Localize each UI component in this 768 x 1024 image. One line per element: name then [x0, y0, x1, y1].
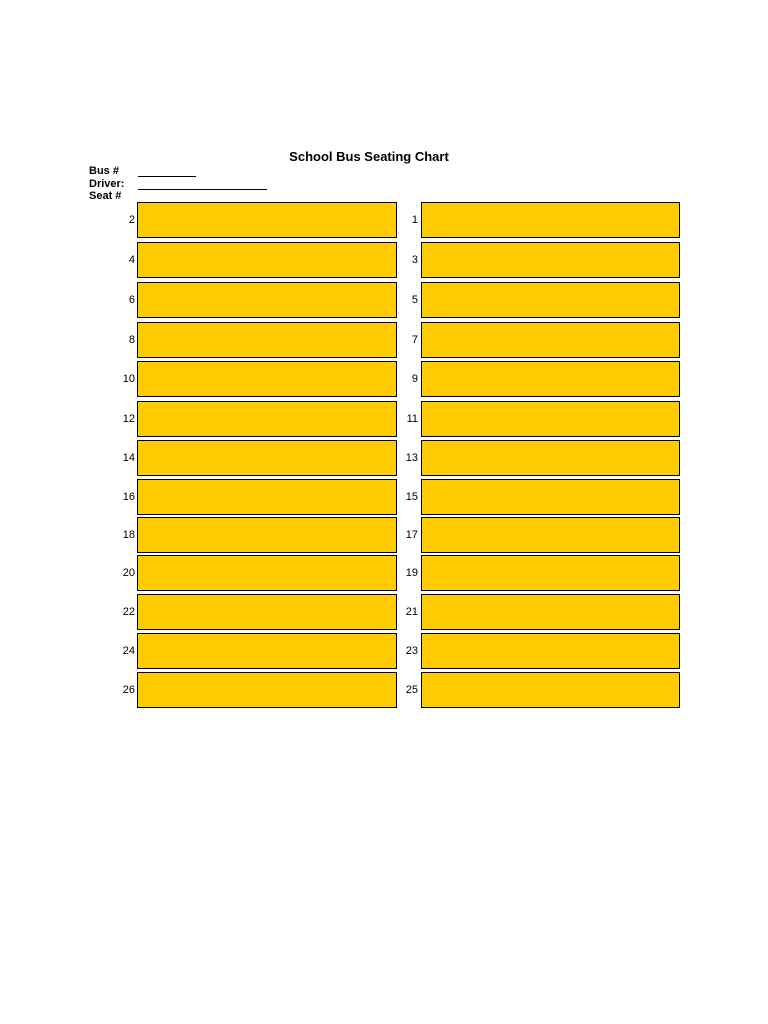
seat-row [0, 479, 768, 515]
seat-row [0, 672, 768, 708]
page-title: School Bus Seating Chart [289, 149, 449, 164]
seat-number-right: 11 [406, 413, 418, 425]
seat-number-right: 15 [405, 491, 418, 503]
seat-box-right[interactable] [421, 202, 680, 238]
seat-row [0, 555, 768, 591]
seat-box-right[interactable] [421, 672, 680, 708]
seat-box-left[interactable] [137, 594, 397, 630]
seat-number-label: Seat # [89, 190, 122, 202]
seat-box-right[interactable] [421, 282, 680, 318]
driver-label: Driver: [89, 178, 125, 190]
seat-box-left[interactable] [137, 361, 397, 397]
seat-box-right[interactable] [421, 555, 680, 591]
seat-number-left: 22 [122, 606, 135, 618]
bus-number-line[interactable] [138, 176, 196, 177]
seat-box-left[interactable] [137, 242, 397, 278]
seat-box-right[interactable] [421, 479, 680, 515]
seat-row [0, 633, 768, 669]
seat-row [0, 440, 768, 476]
seat-box-left[interactable] [137, 479, 397, 515]
seat-number-left: 14 [122, 452, 135, 464]
seat-number-left: 20 [122, 567, 135, 579]
seat-box-left[interactable] [137, 672, 397, 708]
seat-row [0, 282, 768, 318]
seat-box-right[interactable] [421, 322, 680, 358]
seat-box-right[interactable] [421, 633, 680, 669]
seat-box-left[interactable] [137, 282, 397, 318]
seat-number-left: 16 [122, 491, 135, 503]
seat-row [0, 242, 768, 278]
seat-row [0, 401, 768, 437]
seat-number-right: 3 [411, 254, 418, 266]
seat-number-left: 8 [128, 334, 135, 346]
seat-box-right[interactable] [421, 401, 680, 437]
seat-box-left[interactable] [137, 555, 397, 591]
seat-box-left[interactable] [137, 517, 397, 553]
seat-row [0, 322, 768, 358]
seat-number-right: 1 [411, 214, 418, 226]
seat-box-left[interactable] [137, 440, 397, 476]
seat-box-right[interactable] [421, 242, 680, 278]
seat-row [0, 361, 768, 397]
seat-row [0, 594, 768, 630]
seat-number-right: 19 [405, 567, 418, 579]
seat-number-right: 9 [411, 373, 418, 385]
seat-number-left: 26 [122, 684, 135, 696]
seat-number-right: 7 [411, 334, 418, 346]
seat-box-left[interactable] [137, 322, 397, 358]
bus-number-label: Bus # [89, 165, 119, 177]
seat-number-left: 12 [122, 413, 135, 425]
seat-box-right[interactable] [421, 440, 680, 476]
seat-number-right: 5 [411, 294, 418, 306]
seat-number-left: 2 [128, 214, 135, 226]
seat-box-right[interactable] [421, 594, 680, 630]
seat-box-left[interactable] [137, 633, 397, 669]
seat-number-right: 21 [405, 606, 418, 618]
seat-number-right: 17 [405, 529, 418, 541]
seat-number-right: 23 [405, 645, 418, 657]
seat-box-left[interactable] [137, 202, 397, 238]
seat-number-left: 6 [128, 294, 135, 306]
seat-number-left: 4 [128, 254, 135, 266]
seat-number-left: 18 [122, 529, 135, 541]
seat-row [0, 517, 768, 553]
seat-number-left: 24 [122, 645, 135, 657]
seat-number-right: 25 [405, 684, 418, 696]
seat-box-left[interactable] [137, 401, 397, 437]
seat-box-right[interactable] [421, 517, 680, 553]
driver-line[interactable] [138, 189, 267, 190]
seat-box-right[interactable] [421, 361, 680, 397]
seat-row [0, 202, 768, 238]
seat-number-right: 13 [405, 452, 418, 464]
seat-number-left: 10 [122, 373, 135, 385]
